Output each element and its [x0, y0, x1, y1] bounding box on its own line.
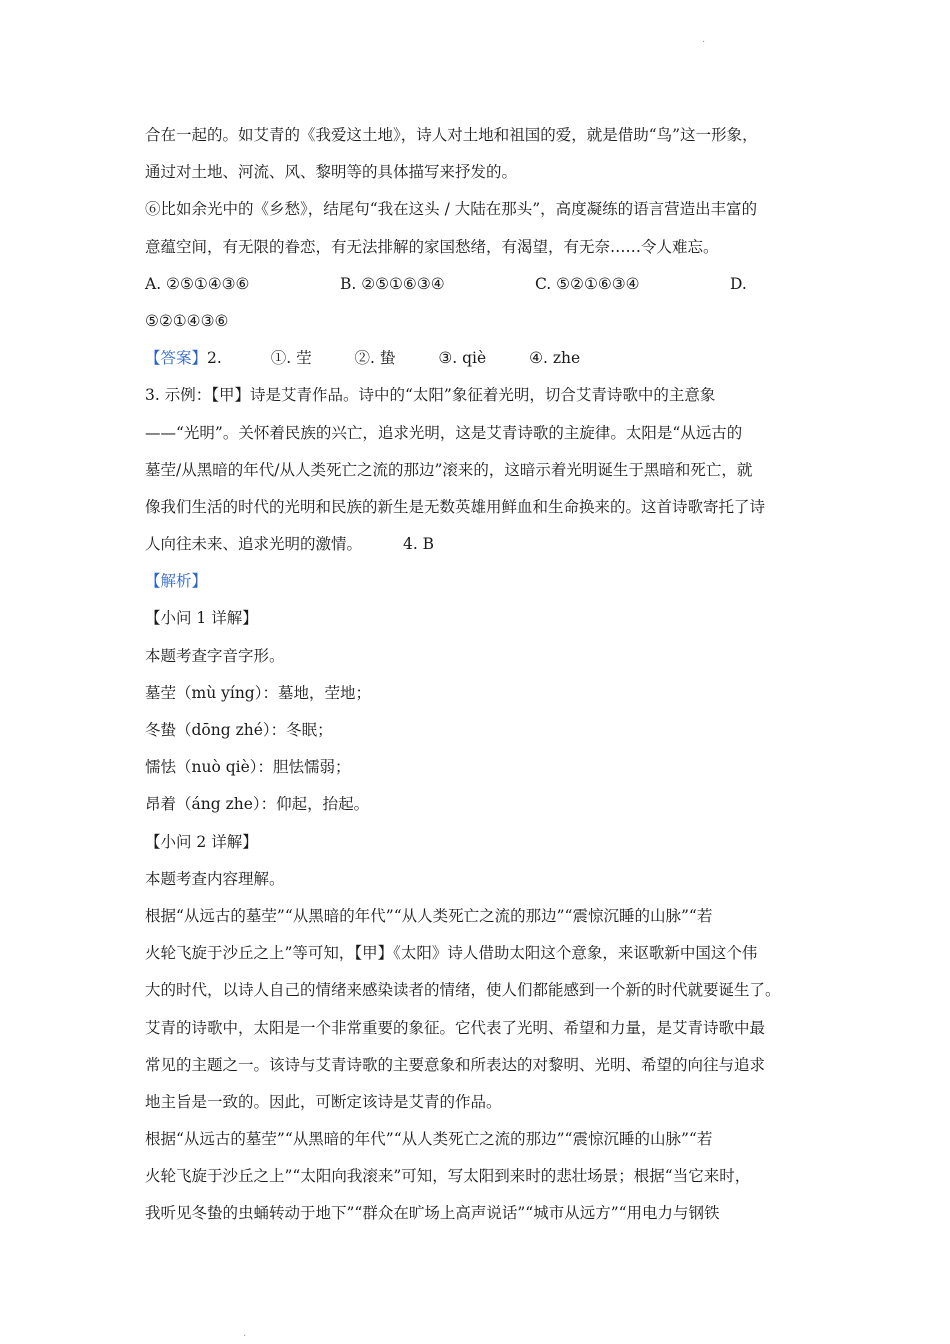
q3-line: 墓茔/从黑暗的年代/从人类死亡之流的那边”滚来的，这暗示着光明诞生于黑暗和死亡，就: [145, 460, 753, 479]
option-c: C. ⑤②①⑥③④: [535, 274, 640, 293]
option-b: B. ②⑤①⑥③④: [340, 274, 445, 293]
header-dot-mark: .: [702, 34, 706, 45]
answer-item-4: ④. zhe: [529, 349, 581, 368]
sub2-line: 常见的主题之一。该诗与艾青诗歌的主要意象和所表达的对黎明、光明、希望的向往与追求: [145, 1055, 766, 1074]
q3-line: 人向往未来、追求光明的激情。: [145, 535, 363, 554]
footer-dot-mark: .: [243, 1328, 247, 1339]
sub2-line: 根据“从远古的墓茔”“从黑暗的年代”“从人类死亡之流的那边”“震惊沉睡的山脉”“若: [145, 906, 713, 925]
text-line: ⑥比如余光中的《乡愁》，结尾句“我在这头 / 大陆在那头”，高度凝练的语言营造出丰富的: [145, 200, 758, 219]
option-a: A. ②⑤①④③⑥: [145, 274, 250, 293]
q4-answer: 4. B: [402, 535, 435, 554]
answer-tag: 【答案】: [145, 349, 208, 368]
q3-line: 像我们生活的时代的光明和民族的新生是无数英雄用鲜血和生命换来的。这首诗歌寄托了诗: [145, 497, 766, 516]
text-line: 通过对土地、河流、风、黎明等的具体描写来抒发的。: [145, 163, 518, 182]
sub1-item: 昂着（áng zhe）：仰起，抬起。: [145, 795, 370, 814]
sub2-line: 火轮飞旋于沙丘之上”“太阳向我滚来”可知，写太阳到来时的悲壮场景；根据“当它来时，: [145, 1167, 751, 1186]
document-body: [145, 117, 815, 1233]
q3-line: 3. 示例：【甲】诗是艾青作品。诗中的“太阳”象征着光明，切合艾青诗歌中的主意象: [145, 386, 716, 405]
sub2-heading: 【小问 2 详解】: [145, 832, 258, 851]
analysis-tag: 【解析】: [145, 572, 208, 591]
answer-options: [145, 266, 815, 303]
sub2-line: 地主旨是一致的。因此，可断定该诗是艾青的作品。: [145, 1092, 502, 1111]
sub1-intro: 本题考查字音字形。: [145, 646, 285, 665]
sub2-line: 根据“从远古的墓茔”“从黑暗的年代”“从人类死亡之流的那边”“震惊沉睡的山脉”“若: [145, 1130, 713, 1149]
sub1-item: 懦怯（nuò qiè）：胆怯懦弱；: [145, 758, 351, 777]
answer-item-3: ③. qiè: [438, 349, 487, 368]
answer-question-number: 2.: [207, 349, 222, 368]
text-line: 意蕴空间，有无限的眷恋，有无法排解的家国愁绪，有渴望，有无奈……令人难忘。: [145, 237, 719, 256]
sub1-item: 冬蛰（dōng zhé）：冬眠；: [145, 721, 333, 739]
q3-line: ——“光明”。关怀着民族的兴亡，追求光明，这是艾青诗歌的主旋律。太阳是“从远古的: [145, 423, 743, 442]
q3-last-line: [145, 526, 815, 563]
text-line: 合在一起的。如艾青的《我爱这土地》，诗人对土地和祖国的爱，就是借助“鸟”这一形象，: [145, 126, 758, 144]
option-d-continued: ⑤②①④③⑥: [145, 311, 229, 330]
sub2-line: 大的时代，以诗人自己的情绪来感染读者的情绪，使人们都能感到一个新的时代就要诞生了。: [145, 981, 781, 1000]
sub2-intro: 本题考查内容理解。: [145, 869, 285, 888]
sub1-item: 墓茔（mù yíng）：墓地，茔地；: [145, 683, 371, 702]
answer-line: [145, 340, 815, 377]
sub1-heading: 【小问 1 详解】: [145, 609, 258, 628]
sub2-line: 我听见冬蛰的虫蛹转动于地下”“群众在旷场上高声说话”“城市从远方”“用电力与钢铁: [145, 1204, 720, 1223]
sub2-line: 艾青的诗歌中，太阳是一个非常重要的象征。它代表了光明、希望和力量，是艾青诗歌中最: [145, 1018, 766, 1037]
sub2-line: 火轮飞旋于沙丘之上”等可知，【甲】《太阳》诗人借助太阳这个意象，来讴歌新中国这个伟: [145, 944, 758, 963]
option-d: D.: [730, 274, 747, 293]
answer-item-1: ①. 茔: [270, 349, 312, 368]
answer-item-2: ②. 蛰: [354, 349, 396, 368]
